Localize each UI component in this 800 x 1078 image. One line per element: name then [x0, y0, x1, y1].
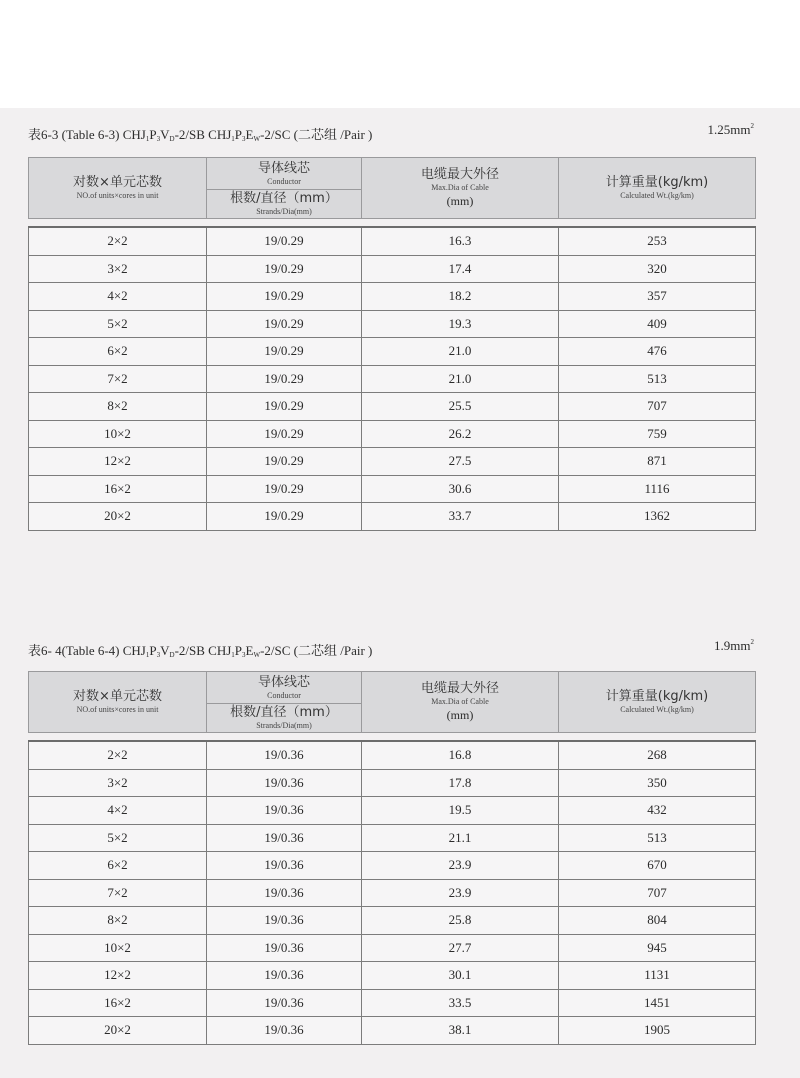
table-row [29, 393, 756, 421]
table-row [29, 503, 756, 531]
cell-units: 20×2 [29, 1017, 207, 1045]
cell-strands: 19/0.36 [207, 879, 362, 907]
cell-max-dia: 19.5 [362, 797, 559, 825]
cell-weight: 804 [559, 907, 756, 935]
table-row [29, 475, 756, 503]
header-units: 对数×单元芯数 NO.of units×cores in unit [29, 158, 207, 219]
cell-max-dia: 25.5 [362, 393, 559, 421]
cross-section-size: $1.9mm^2$ [714, 638, 754, 653]
cell-weight: 707 [559, 393, 756, 421]
cell-max-dia: 27.5 [362, 448, 559, 476]
cell-strands: 19/0.29 [207, 420, 362, 448]
cell-strands: 19/0.29 [207, 503, 362, 531]
cell-weight: 871 [559, 448, 756, 476]
header-weight: 计算重量(kg/km) Calculated Wt.(kg/km) [559, 672, 756, 733]
cell-units: 12×2 [29, 448, 207, 476]
header-units: 对数×单元芯数 NO.of units×cores in unit [29, 672, 207, 733]
cell-units: 4×2 [29, 283, 207, 311]
table-row [29, 338, 756, 366]
cell-weight: 670 [559, 852, 756, 880]
table-row [29, 907, 756, 935]
cell-strands: 19/0.36 [207, 1017, 362, 1045]
cell-weight: 320 [559, 255, 756, 283]
cell-weight: 432 [559, 797, 756, 825]
cell-units: 10×2 [29, 934, 207, 962]
cell-weight: 1451 [559, 989, 756, 1017]
cell-max-dia: 25.8 [362, 907, 559, 935]
cell-strands: 19/0.29 [207, 448, 362, 476]
cell-max-dia: 38.1 [362, 1017, 559, 1045]
cell-max-dia: 18.2 [362, 283, 559, 311]
cell-units: 7×2 [29, 365, 207, 393]
cell-strands: 19/0.29 [207, 365, 362, 393]
cell-weight: 1116 [559, 475, 756, 503]
cell-weight: 1131 [559, 962, 756, 990]
cell-strands: 19/0.36 [207, 934, 362, 962]
cell-strands: 19/0.29 [207, 310, 362, 338]
table-row [29, 769, 756, 797]
cell-max-dia: 19.3 [362, 310, 559, 338]
table-row [29, 962, 756, 990]
cell-units: 16×2 [29, 989, 207, 1017]
cell-units: 10×2 [29, 420, 207, 448]
cell-strands: 19/0.36 [207, 824, 362, 852]
header-conductor: 导体线芯 Conductor [207, 158, 362, 190]
cell-units: 8×2 [29, 393, 207, 421]
header-max-dia: 电缆最大外径 Max.Dia of Cable (mm) [362, 672, 559, 733]
cell-max-dia: 33.5 [362, 989, 559, 1017]
cell-weight: 476 [559, 338, 756, 366]
header-max-dia: 电缆最大外径 Max.Dia of Cable (mm) [362, 158, 559, 219]
cell-max-dia: 33.7 [362, 503, 559, 531]
cell-weight: 513 [559, 365, 756, 393]
cell-max-dia: 16.3 [362, 227, 559, 255]
cell-strands: 19/0.29 [207, 255, 362, 283]
cell-weight: 707 [559, 879, 756, 907]
header-weight: 计算重量(kg/km) Calculated Wt.(kg/km) [559, 158, 756, 219]
cell-strands: 19/0.36 [207, 769, 362, 797]
page-top-margin [0, 0, 800, 108]
cell-units: 2×2 [29, 741, 207, 769]
cell-units: 3×2 [29, 769, 207, 797]
cell-max-dia: 30.1 [362, 962, 559, 990]
table-row [29, 741, 756, 769]
table-row [29, 797, 756, 825]
cell-max-dia: 30.6 [362, 475, 559, 503]
cell-strands: 19/0.36 [207, 852, 362, 880]
table-row [29, 365, 756, 393]
cell-units: 5×2 [29, 310, 207, 338]
spec-table [28, 157, 756, 531]
cell-units: 2×2 [29, 227, 207, 255]
cell-weight: 1362 [559, 503, 756, 531]
cell-units: 12×2 [29, 962, 207, 990]
table-row [29, 448, 756, 476]
spec-table [28, 671, 756, 1045]
cell-units: 8×2 [29, 907, 207, 935]
table-row [29, 310, 756, 338]
cross-section-size: $1.25mm^2$ [707, 122, 754, 137]
cell-weight: 759 [559, 420, 756, 448]
cell-weight: 253 [559, 227, 756, 255]
cell-strands: 19/0.29 [207, 227, 362, 255]
table-row [29, 879, 756, 907]
table-row [29, 989, 756, 1017]
cell-strands: 19/0.29 [207, 393, 362, 421]
cell-strands: 19/0.29 [207, 475, 362, 503]
cell-strands: 19/0.29 [207, 338, 362, 366]
cell-max-dia: 17.4 [362, 255, 559, 283]
cell-strands: 19/0.36 [207, 989, 362, 1017]
header-strands: 根数/直径（mm） Strands/Dia(mm) [207, 704, 362, 733]
cell-units: 6×2 [29, 338, 207, 366]
cell-max-dia: 17.8 [362, 769, 559, 797]
table-caption: 表6-3 (Table 6-3) $CHJ_1P_3V_D-2/SB$ $CHJ_1P_3E_W-2/SC$ (二芯组 /Pair ) [28, 127, 373, 143]
cell-strands: 19/0.36 [207, 907, 362, 935]
table-caption: 表6- 4(Table 6-4) $CHJ_1P_3V_D-2/SB$ $CHJ_1P_3E_W-2/SC$ (二芯组 /Pair ) [28, 643, 373, 659]
table-row [29, 420, 756, 448]
cell-units: 3×2 [29, 255, 207, 283]
cell-weight: 268 [559, 741, 756, 769]
cell-max-dia: 23.9 [362, 852, 559, 880]
cell-strands: 19/0.36 [207, 741, 362, 769]
header-conductor: 导体线芯 Conductor [207, 672, 362, 704]
cell-weight: 350 [559, 769, 756, 797]
cell-weight: 357 [559, 283, 756, 311]
cell-strands: 19/0.29 [207, 283, 362, 311]
cell-weight: 513 [559, 824, 756, 852]
cell-units: 16×2 [29, 475, 207, 503]
cell-max-dia: 27.7 [362, 934, 559, 962]
table-row [29, 255, 756, 283]
table-row [29, 852, 756, 880]
table-row [29, 1017, 756, 1045]
cell-strands: 19/0.36 [207, 962, 362, 990]
table-row [29, 824, 756, 852]
table-row [29, 934, 756, 962]
cell-units: 4×2 [29, 797, 207, 825]
cell-strands: 19/0.36 [207, 797, 362, 825]
cell-max-dia: 16.8 [362, 741, 559, 769]
cell-max-dia: 21.0 [362, 365, 559, 393]
cell-max-dia: 21.0 [362, 338, 559, 366]
cell-max-dia: 23.9 [362, 879, 559, 907]
cell-units: 6×2 [29, 852, 207, 880]
cell-max-dia: 21.1 [362, 824, 559, 852]
cell-weight: 945 [559, 934, 756, 962]
cell-units: 20×2 [29, 503, 207, 531]
header-strands: 根数/直径（mm） Strands/Dia(mm) [207, 190, 362, 219]
cell-weight: 1905 [559, 1017, 756, 1045]
cell-units: 7×2 [29, 879, 207, 907]
cell-max-dia: 26.2 [362, 420, 559, 448]
table-row [29, 227, 756, 255]
cell-weight: 409 [559, 310, 756, 338]
cell-units: 5×2 [29, 824, 207, 852]
table-row [29, 283, 756, 311]
